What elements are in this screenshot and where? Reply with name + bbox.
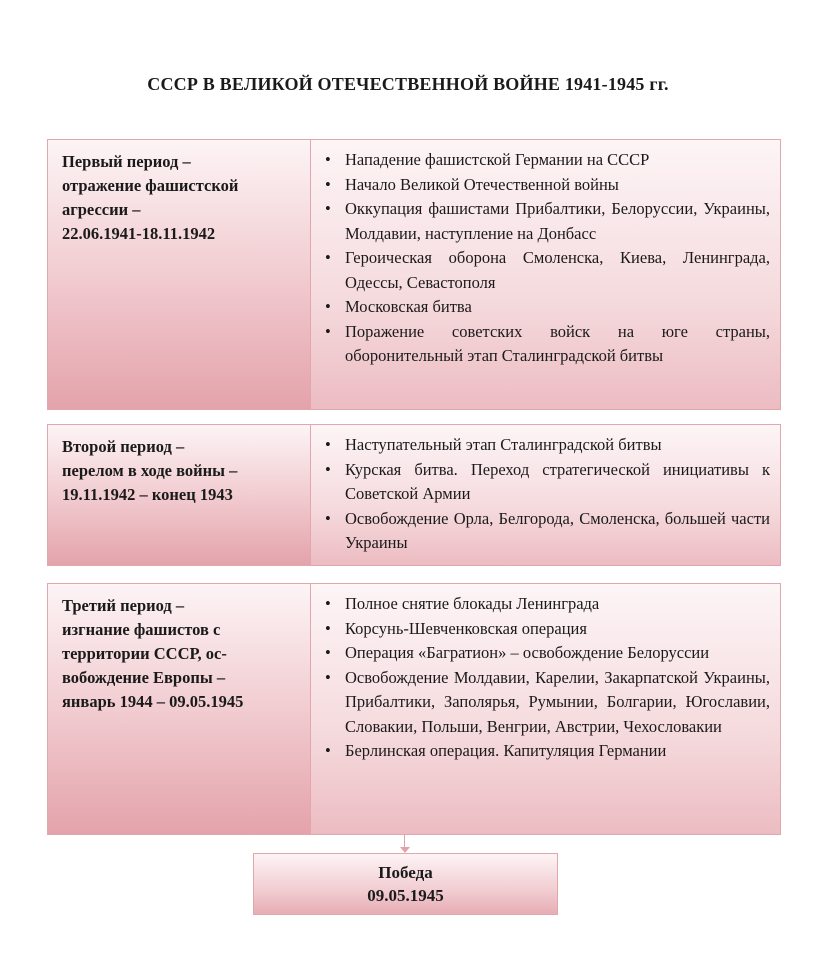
bullet-icon: • — [325, 435, 331, 454]
event-item: • Берлинская операция. Капитуляция Германии — [323, 739, 770, 764]
bullet-icon: • — [325, 199, 331, 218]
event-item: • Операция «Багратион» – освобождение Белоруссии — [323, 641, 770, 666]
bullet-icon: • — [325, 297, 331, 316]
period-heading-line: вобождение Европы – — [62, 668, 226, 687]
bullet-icon: • — [325, 150, 331, 169]
bullet-icon: • — [325, 248, 331, 267]
period-1-row — [47, 139, 781, 410]
diagram-title: СССР В ВЕЛИКОЙ ОТЕЧЕСТВЕННОЙ ВОЙНЕ 1941-1945 гг. — [147, 74, 669, 94]
event-item: • Освобождение Орла, Белгорода, Смоленска, большей части Украины — [325, 508, 770, 552]
bullet-icon: • — [325, 643, 331, 662]
bullet-icon: • — [325, 741, 331, 760]
period-2-events — [311, 425, 780, 565]
event-item: • Начало Великой Отечественной войны — [323, 173, 770, 198]
period-heading-line: Первый период – — [62, 152, 191, 171]
period-2-heading — [48, 425, 311, 565]
period-1-events — [311, 140, 780, 409]
victory-label: Победа — [378, 863, 433, 882]
event-item: • Корсунь-Шевченковская операция — [323, 617, 770, 642]
period-heading-line: Третий период – — [62, 596, 185, 615]
period-heading-line: январь 1944 – 09.05.1945 — [62, 692, 244, 711]
period-3-heading — [48, 584, 311, 834]
period-heading-line: 22.06.1941-18.11.1942 — [62, 224, 216, 243]
period-1-heading — [48, 140, 311, 409]
event-item: • Нападение фашистской Германии на СССР — [323, 148, 770, 173]
period-3-row — [47, 583, 781, 835]
bullet-icon: • — [325, 618, 331, 638]
event-item: • Наступательный этап Сталинградской битвы — [323, 433, 770, 458]
event-item: • Героическая оборона Смоленска, Киева, Ленинграда, Одессы, Севастополя — [325, 248, 770, 292]
period-heading-line: Второй период – — [62, 437, 185, 456]
bullet-icon: • — [325, 667, 331, 687]
event-item: • Полное снятие блокады Ленинграда — [323, 592, 770, 617]
period-heading-line: 19.11.1942 – конец 1943 — [62, 485, 233, 504]
period-heading-line: агрессии – — [62, 200, 141, 219]
period-2-row — [47, 424, 781, 566]
event-item: • Освобождение Молдавии, Карелии, Закарпатской Украины, Прибалтики, Заполярья, Румынии, Болгарии, Югославии, Словакии, Польши, Венгрии, Австрии, Чехословакии — [325, 667, 770, 736]
period-heading-line: отражение фашистской — [62, 176, 239, 195]
bullet-icon: • — [325, 174, 331, 194]
bullet-icon: • — [325, 508, 331, 528]
bullet-icon: • — [325, 594, 331, 613]
event-item: • Оккупация фашистами Прибалтики, Белоруссии, Украины, Молдавии, наступление на Донбасс — [325, 199, 770, 243]
period-heading-line: перелом в ходе войны – — [62, 461, 238, 480]
bullet-icon: • — [325, 321, 331, 341]
victory-box — [253, 853, 558, 915]
period-heading-line: изгнание фашистов с — [62, 620, 221, 639]
event-item: • Поражение советских войск на юге страны, оборонительный этап Сталинградской битвы — [325, 321, 770, 365]
bullet-icon: • — [325, 459, 331, 479]
period-heading-line: территории СССР, ос- — [62, 644, 227, 663]
event-item: • Московская битва — [323, 295, 770, 320]
victory-date: 09.05.1945 — [367, 886, 444, 905]
event-item: • Курская битва. Переход стратегической инициативы к Советской Армии — [325, 459, 770, 503]
period-3-events — [311, 584, 780, 834]
